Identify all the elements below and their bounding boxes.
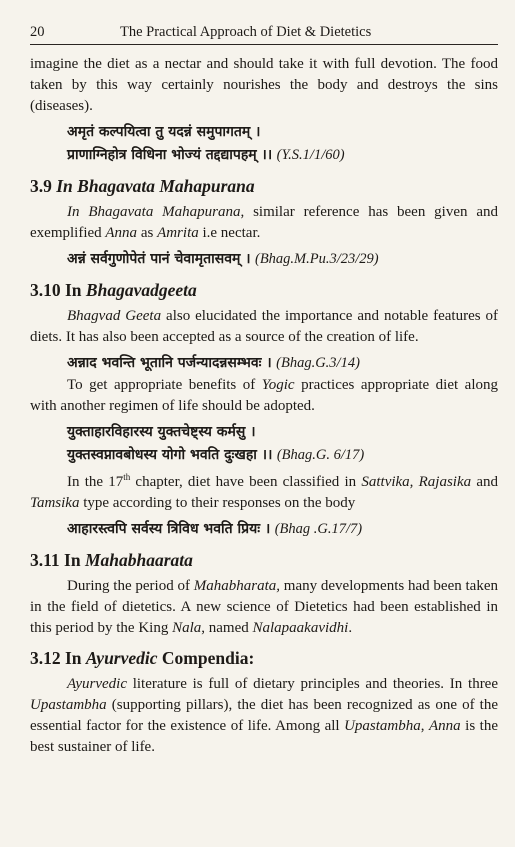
verse-line: अन्नं सर्वगुणोपेतं पानं चेवामृतासवम् । [67, 251, 251, 267]
sanskrit-verse-gita-17-7 [30, 518, 498, 541]
paragraph: Bhagvad Geeta also elucidated the importance and notable features of diets. It has also been accepted as a source of the creation of life. [30, 308, 498, 345]
section-heading-3-10 [30, 278, 498, 302]
book-title: The Practical Approach of Diet & Dietetics [120, 24, 372, 40]
sanskrit-verse-gita-6-17 [30, 421, 498, 467]
running-header [30, 24, 498, 45]
sanskrit-verse-bhagavata [30, 248, 498, 271]
verse-line: युक्ताहारविहारस्य युक्तचेष्ट्स्य कर्मसु । [67, 424, 256, 440]
section-number: 3.10 In [30, 280, 82, 300]
section-heading-3-11 [30, 548, 498, 572]
section-number: 3.12 In [30, 648, 82, 668]
verse-line: युक्तस्वप्नावबोधस्य योगो भवति दुःखहा ।। [67, 447, 273, 463]
section-title: Bhagavadgeeta [85, 280, 197, 300]
verse-reference: (Bhag.G.3/14) [276, 355, 360, 371]
section-heading-3-9 [30, 174, 498, 198]
verse-reference: (Bhag.M.Pu.3/23/29) [255, 251, 379, 267]
sanskrit-verse-ys [30, 121, 498, 167]
section-title: Mahabhaarata [84, 550, 193, 570]
verse-reference: (Bhag.G. 6/17) [276, 447, 365, 463]
verse-reference: (Y.S.1/1/60) [276, 147, 345, 163]
verse-line: अमृतं कल्पयित्वा तु यदन्नं समुपागतम् । [67, 124, 261, 140]
verse-line: आहारस्त्वपि सर्वस्य त्रिविध भवति प्रियः । [67, 521, 271, 537]
verse-line: प्राणाग्निहोत्र विधिना भोज्यं तद्दद्यापहम् ।। [67, 147, 273, 163]
verse-reference: (Bhag .G.17/7) [274, 521, 363, 537]
section-title: In Bhagavata Mahapurana [56, 176, 255, 196]
paragraph: In Bhagavata Mahapurana, similar reference has been given and exemplified Anna as Amrita i.e nectar. [30, 204, 498, 241]
paragraph-continued: imagine the diet as a nectar and should take it with full devotion. The food taken by this way certainly nourishes the body and destroys the sins (diseases). [30, 56, 498, 114]
paragraph: To get appropriate benefits of Yogic practices appropriate diet along with another regimen of life should be adopted. [30, 377, 499, 414]
paragraph: Ayurvedic literature is full of dietary principles and theories. In three Upastambha (supporting pillars), the diet has been recognized as one of the essential factor for the existence of life. Among all Upastambha, Anna is the best sustainer of life. [30, 676, 499, 755]
section-title: Ayurvedic [85, 648, 158, 668]
verse-line: अन्नाद भवन्ति भूतानि पर्जन्यादन्नसम्भवः । [67, 355, 272, 371]
paragraph: In the 17th chapter, diet have been classified in Sattvika, Rajasika and Tamsika type according to their responses on the body [30, 472, 498, 511]
section-number: 3.9 [30, 176, 52, 196]
book-page [30, 24, 498, 758]
paragraph: During the period of Mahabharata, many developments had been taken in the field of dietetics. A new science of Dietetics had been established in this period by the King Nala, named Nalapaakavidhi. [30, 578, 498, 636]
section-number: 3.11 In [30, 550, 81, 570]
page-number: 20 [30, 24, 45, 40]
sanskrit-verse-gita-3-14 [30, 352, 498, 375]
section-heading-3-12: 3.12 In Ayurvedic Compendia: [30, 648, 255, 668]
